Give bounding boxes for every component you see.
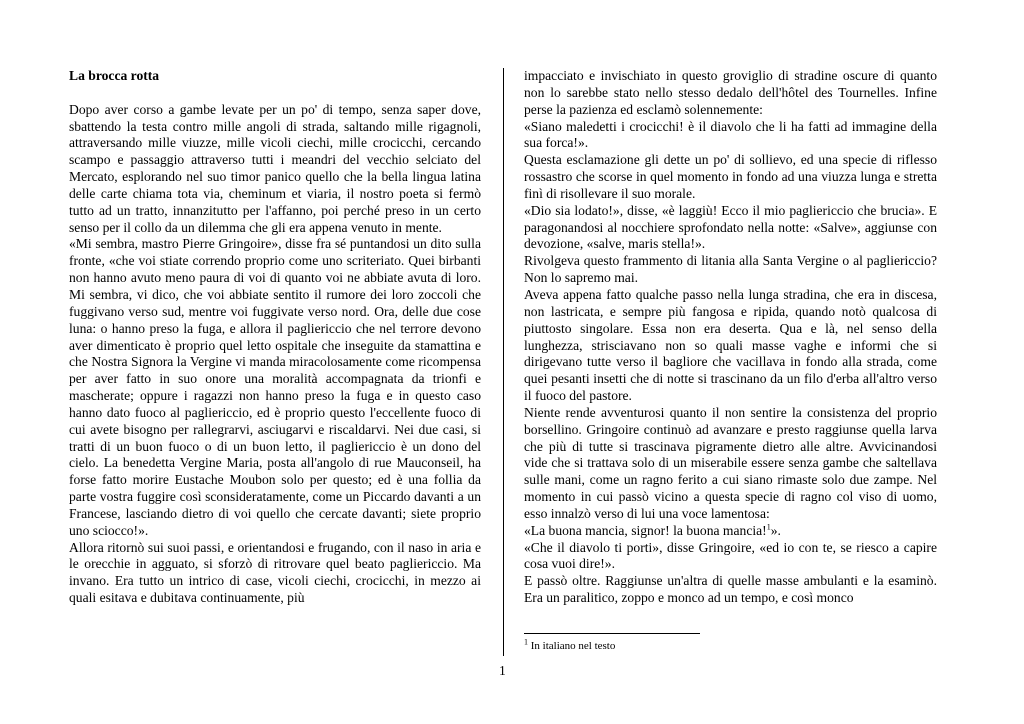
paragraph: «Siano maledetti i crocicchi! è il diavolo che li ha fatti ad immagine della sua forca!». [524, 118, 937, 151]
paragraph: Aveva appena fatto qualche passo nella lunga stradina, che era in discesa, non lastricata, e sempre più fangosa e ripida, quando notò qualcosa di piuttosto singolare. Essa non era deserta. Qua e là, nel senso della lunghezza, strisciavano non so quali masse vaghe e informi che si dirigevano tutte verso il bagliore che vacillava in fondo alla strada, come quei pesanti insetti che di notte si trascinano da un filo d'erba all'altro verso il fuoco del pastore. [524, 286, 937, 404]
cry-end: ». [770, 522, 781, 538]
paragraph: «Mi sembra, mastro Pierre Gringoire», disse fra sé puntandosi un dito sulla fronte, «che voi stiate correndo proprio come uno scriteriato. Quei birbanti non hanno avuto meno paura di voi di quanto voi ne abbiate avuta di loro. Mi sembra, vi dico, che voi abbiate sentito il rumore dei loro zoccoli che fuggivano verso sud, mentre voi fuggivate verso nord. Ora, delle due cose luna: o hanno preso la fuga, e allora il pagliericcio che nel terrore devono aver dimenticato è proprio quel letto ospitale che inseguite da stamattina e che Nostra Signora la Vergine vi manda miracolosamente come ricompensa per aver fatto in suo onore una moralità accompagnata da trionfi e mascherate; oppure i ragazzi non hanno preso la fuga e in questo caso hanno dato fuoco al pagliericcio, ed è proprio questo l'eccellente fuoco di cui avete bisogno per rallegrarvi, asciugarvi e riscaldarvi. Nei due casi, si tratti di un buon fuoco o di un buon letto, il pagliericcio è un dono del cielo. La benedetta Vergine Maria, posta all'angolo di rue Mauconseil, ha forse fatto morire Eustache Moubon solo per questo; ed è una follia da parte vostra fuggire così sconsideratamente, come un Piccardo davanti a un Francese, lasciando dietro di voi quello che cercate davanti; siete proprio uno sciocco!». [69, 236, 481, 538]
footnote-text: In italiano nel testo [530, 640, 616, 652]
footnote-rule [524, 633, 700, 634]
paragraph: Rivolgeva questo frammento di litania alla Santa Vergine o al pagliericcio? Non lo sapremo mai. [524, 253, 937, 286]
paragraph: Dopo aver corso a gambe levate per un po' di tempo, senza saper dove, sbattendo la testa contro mille angoli di strada, saltando mille rigagnoli, attraversando mille viuzze, mille vicoli ciechi, mille crocicchi, cercando scampo e passaggio attraverso tutti i meandri del vecchio selciato del Mercato, esplorando nel suo timor panico quello che la bella lingua latina delle carte chiama tota via, cheminum et viaria, il nostro poeta si fermò tutto ad un tratto, innanzitutto per l'affanno, poi perché preso in un certo senso per il collo da un dilemma che gli era appena venuto in mente. [69, 101, 481, 235]
right-column [524, 68, 937, 607]
page-number: 1 [499, 663, 506, 678]
paragraph: Niente rende avventurosi quanto il non sentire la consistenza del proprio borsellino. Gringoire continuò ad avanzare e presto raggiunse quella larva che più di tutte si trascinava pigramente dietro alle altre. Avvicinandosi vide che si trattava solo di un miserabile essere senza gambe che saltellava sulle mani, come un ragno ferito a cui siano rimaste solo due zampe. Nel momento in cui passò vicino a questa specie di ragno col viso di uomo, esso innalzò verso di lui una voce lamentosa: [524, 404, 937, 521]
paragraph: impacciato e invischiato in questo groviglio di stradine oscure di quanto non lo sarebbe stato nello stesso dedalo dell'hôtel des Tournelles. Infine perse la pazienza ed esclamò solennemente: [524, 68, 937, 117]
paragraph: Allora ritornò sui suoi passi, e orientandosi e frugando, con il naso in aria e le orecchie in agguato, si sforzò di ritrovare quel beato pagliericcio. Ma invano. Era tutto un intrico di case, vicoli ciechi, crocicchi, in mezzo ai quali esitava e dubitava continuamente, più [69, 539, 481, 606]
footnote-mark: 1 [524, 637, 528, 647]
paragraph: E passò oltre. Raggiunse un'altra di quelle masse ambulanti e la esaminò. Era un paralitico, zoppo e monco ad un tempo, e così monco [524, 573, 937, 606]
column-divider [503, 68, 504, 656]
paragraph: «Dio sia lodato!», disse, «è laggiù! Ecco il mio pagliericcio che brucia». E paragonandosi al nocchiere sprofondato nella notte: «Salve», aggiunse con devozione, «salve, maris stella!». [524, 202, 937, 252]
cry-text: «La buona mancia, signor! la buona mancia! [524, 522, 767, 538]
paragraph-with-footnote [524, 523, 937, 540]
paragraph: Questa esclamazione gli dette un po' di sollievo, ed una specie di riflesso rossastro che scorse in quel momento in fondo ad una viuzza lunga e stretta finì di risollevare il suo morale. [524, 152, 937, 201]
left-column [69, 68, 481, 607]
footnote-reference[interactable]: 1 [766, 522, 771, 532]
footnote [524, 637, 616, 652]
chapter-title: La brocca rotta [69, 68, 160, 83]
paragraph: «Che il diavolo ti porti», disse Gringoire, «ed io con te, se riesco a capire cosa vuoi dire!». [524, 539, 937, 572]
